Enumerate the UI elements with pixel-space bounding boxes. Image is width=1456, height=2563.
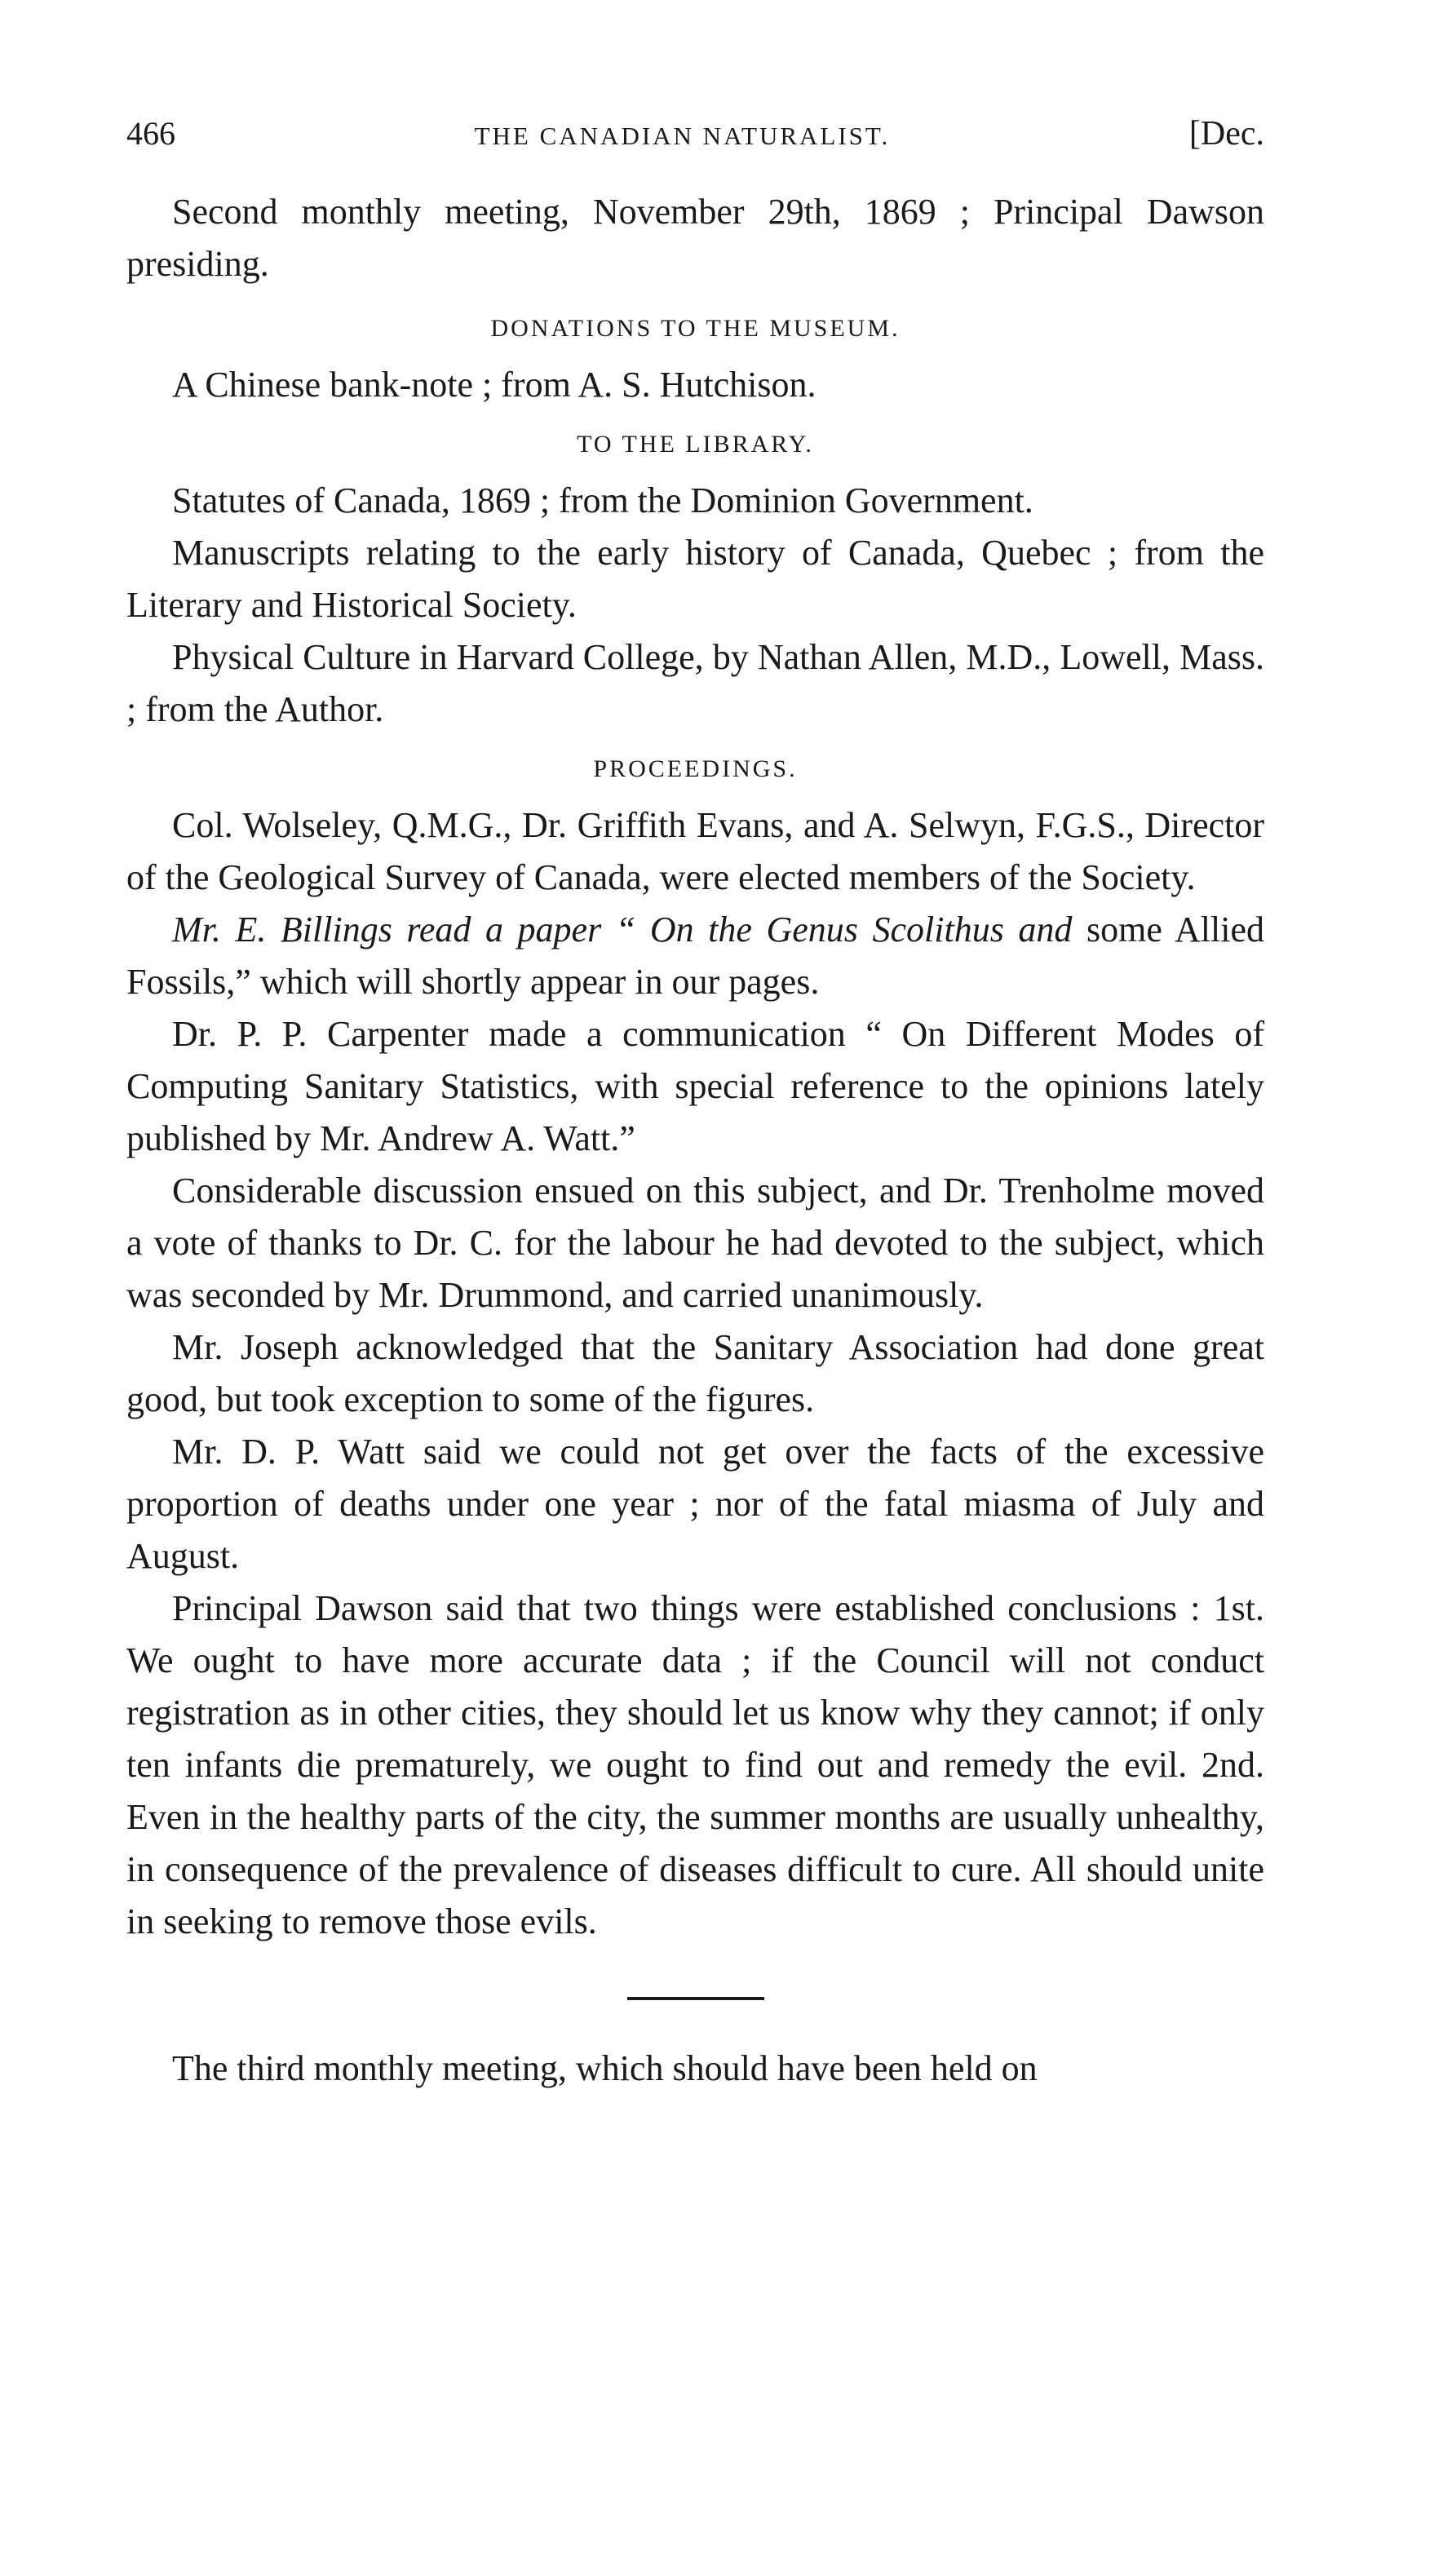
library-donation-item: Statutes of Canada, 1869 ; from the Dominion Government. (172, 480, 1033, 520)
closing-paragraph: The third monthly meeting, which should have been held on (172, 2048, 1038, 2088)
proceedings-heading: PROCEEDINGS. (593, 755, 798, 782)
library-donation-item: Manuscripts relating to the early history of Canada, Quebec ; from the Literary and Historical Society. (126, 533, 1264, 625)
proceedings-paragraph: Dr. P. P. Carpenter made a communication “ On Different Modes of Computing Sanitary Statistics, with special reference to the opinions lately published by Mr. Andrew A. Watt.” (126, 1014, 1264, 1158)
library-donation-item: Physical Culture in Harvard College, by Nathan Allen, M.D., Lowell, Mass. ; from the Author. (126, 637, 1264, 729)
museum-donation-item: A Chinese bank-note ; from A. S. Hutchison. (172, 365, 817, 405)
billings-paper-lead: Mr. E. Billings read a paper “ On the Genus Scolithus and (172, 910, 1073, 950)
running-head (126, 114, 1264, 163)
page-content (126, 114, 1264, 2095)
museum-donations-heading: DONATIONS TO THE MUSEUM. (490, 315, 901, 342)
proceedings-paragraph: Mr. D. P. Watt said we could not get over the facts of the excessive proportion of deaths under one year ; nor of the fatal miasma of July and August. (126, 1432, 1264, 1576)
proceedings-paragraph: Mr. Joseph acknowledged that the Sanitary Association had done great good, but took exception to some of the figures. (126, 1327, 1264, 1419)
section-mark: [Dec. (1188, 115, 1264, 153)
proceedings-paragraph: Principal Dawson said that two things were established conclusions : 1st. We ought to have more accurate data ; if the Council will not conduct registration as in other cities, they should let us know why they cannot; if only ten infants die prematurely, we ought to find out and remedy the evil. 2nd. Even in the healthy parts of the city, the summer months are usually unhealthy, in consequence of the prevalence of diseases difficult to cure. All should unite in seeking to remove those evils. (126, 1588, 1264, 1941)
meeting-intro: Second monthly meeting, November 29th, 1869 ; Principal Dawson presiding. (126, 192, 1264, 284)
section-divider (627, 1997, 764, 2000)
proceedings-paragraph (126, 904, 1264, 1008)
proceedings-paragraph: Col. Wolseley, Q.M.G., Dr. Griffith Evans, and A. Selwyn, F.G.S., Director of the Geological Survey of Canada, were elected members of the Society. (126, 805, 1264, 897)
library-donations-heading: TO THE LIBRARY. (577, 431, 814, 458)
proceedings-paragraph: Considerable discussion ensued on this subject, and Dr. Trenholme moved a vote of thanks to Dr. C. for the labour he had devoted to the subject, which was seconded by Mr. Drummond, and carried unanimously. (126, 1171, 1264, 1315)
journal-title: THE CANADIAN NATURALIST. (474, 122, 891, 150)
billings-paper-rest: some Allied Fossils,” which will shortly appear in our pages. (126, 910, 1264, 1002)
page-number: 466 (126, 115, 175, 152)
